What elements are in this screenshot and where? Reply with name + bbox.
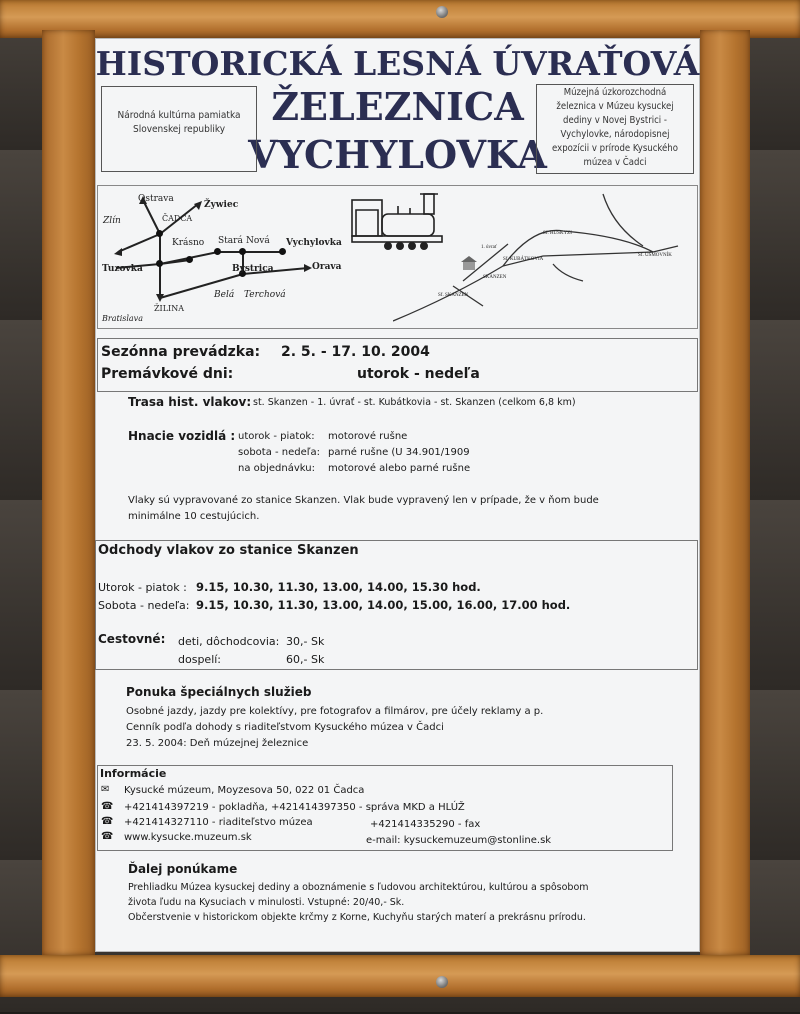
fare-price: 30,- Sk [286, 635, 325, 648]
map-label-orava: Orava [312, 262, 342, 272]
fare-price: 60,- Sk [286, 653, 325, 666]
map-label-stara: Stará [218, 236, 243, 246]
trains-note-line: Vlaky sú vypravované zo stanice Skanzen. Vlak bude vypravený len v prípade, že v ňom bude [128, 495, 599, 506]
phone-icon: ☎ [101, 816, 114, 827]
rail-line-map [393, 186, 693, 328]
vehicle-what: motorové alebo parné rušne [328, 463, 471, 474]
map-label-nova: Nová [246, 236, 270, 246]
map-station-dot [156, 230, 163, 237]
map-label-zlin: Zlín [103, 216, 121, 226]
season-value: 2. 5. - 17. 10. 2004 [281, 344, 430, 360]
map-station-dot [279, 248, 286, 255]
route-value: st. Skanzen - 1. úvrať - st. Kubátkovia - st. Skanzen (celkom 6,8 km) [253, 397, 576, 408]
right-note-line: Vychylovke, národopisnej [560, 129, 670, 140]
special-line: Cenník podľa dohody s riaditeľstvom Kysuckého múzea v Čadci [126, 722, 444, 733]
days-value: utorok - nedeľa [357, 366, 480, 382]
special-line: Osobné jazdy, jazdy pre kolektívy, pre fotografov a filmárov, pre účely reklamy a p. [126, 706, 544, 717]
map-label-vychylovka: Vychylovka [286, 238, 342, 248]
right-note-line: múzea v Čadci [583, 157, 647, 168]
map-label-tuzovka: Tuzovka [102, 264, 143, 274]
map-station-dot [156, 260, 163, 267]
map-label-bystrica: Bystrica [232, 264, 274, 274]
vehicle-when: na objednávku: [238, 463, 315, 474]
special-line: 23. 5. 2004: Deň múzejnej železnice [126, 738, 309, 749]
departure-days: Utorok - piatok : [98, 581, 187, 594]
phone-icon: ☎ [101, 831, 114, 842]
map-station-dot [186, 256, 193, 263]
fare-who: dospelí: [178, 653, 222, 666]
vehicle-what: motorové rušne [328, 431, 408, 442]
vehicle-what: parné rušne (U 34.901/1909 [328, 447, 470, 458]
info-title: Informácie [100, 767, 167, 780]
map-label-krasno: Krásno [172, 238, 205, 248]
info-email: e-mail: kysuckemuzeum@stonline.sk [366, 835, 552, 846]
right-note-line: expozícii v prírode Kysuckého [552, 143, 678, 154]
title-line-1: HISTORICKÁ LESNÁ ÚVRAŤOVÁ [95, 44, 700, 83]
title-line-3: VYCHYLOVKA [248, 132, 547, 177]
departure-times: 9.15, 10.30, 11.30, 13.00, 14.00, 15.30 hod. [196, 580, 481, 594]
right-note-line: dediny v Novej Bystrici - [563, 115, 667, 126]
vehicles-label: Hnacie vozidlá : [128, 429, 236, 443]
rail-label: Sf. HUSKYZI [543, 231, 572, 236]
departure-times: 9.15, 10.30, 11.30, 13.00, 14.00, 15.00, 16.00, 17.00 hod. [196, 598, 571, 612]
frame-bottom [0, 955, 800, 997]
frame-top [0, 0, 800, 38]
vehicle-when: utorok - piatok: [238, 431, 315, 442]
map-label-zilina: ŽILINA [154, 304, 184, 313]
envelope-icon: ✉ [101, 784, 110, 795]
frame-left [42, 30, 95, 955]
info-address: Kysucké múzeum, Moyzesova 50, 022 01 Čadca [124, 785, 365, 796]
right-note-box [536, 84, 694, 174]
left-note-line: Slovenskej republiky [132, 124, 226, 135]
map-label-bela: Belá [214, 290, 235, 300]
days-label: Premávkové dni: [101, 366, 234, 382]
fares-label: Cestovné: [98, 632, 166, 646]
right-note-line: železnica v Múzeu kysuckej [556, 101, 674, 112]
phone-icon: ☎ [101, 801, 114, 812]
info-fax: +421414335290 - fax [370, 819, 481, 830]
info-web: www.kysucke.muzeum.sk [124, 832, 252, 843]
more-line: Prehliadku Múzea kysuckej dediny a oboznámenie s ľudovou architektúrou, kultúrou a spôsobom [128, 882, 589, 893]
season-label: Sezónna prevádzka: [101, 344, 261, 360]
sign-panel [95, 38, 700, 952]
map-station-dot [214, 248, 221, 255]
screw-icon [436, 6, 448, 18]
trains-note-line: minimálne 10 cestujúcich. [128, 511, 260, 522]
special-title: Ponuka špeciálnych služieb [126, 685, 312, 699]
map-label-cadca: ČADCA [162, 214, 193, 223]
info-phone: +421414327110 - riaditeľstvo múzea [124, 817, 313, 828]
rail-label: SKANZEN [483, 275, 507, 280]
info-phone: +421414397219 - pokladňa, +421414397350 - správa MKD a HLÚŽ [124, 802, 465, 813]
left-note-line: Národná kultúrna pamiatka [117, 110, 241, 121]
departures-title: Odchody vlakov zo stanice Skanzen [98, 543, 359, 558]
map-station-dot [239, 248, 246, 255]
map-label-zywiec: Žywiec [204, 200, 239, 210]
departure-days: Sobota - nedeľa: [98, 599, 190, 612]
map-label-ostrava: Ostrava [138, 194, 174, 204]
more-title: Ďalej ponúkame [128, 862, 238, 876]
vehicle-when: sobota - nedeľa: [238, 447, 321, 458]
map-label-terchova: Terchová [244, 290, 286, 300]
route-label: Trasa hist. vlakov: [128, 395, 252, 409]
map-strip [97, 185, 698, 329]
rail-label: 1. úvrať [481, 245, 498, 250]
right-note-line: Múzejná úzkorozchodná [563, 87, 667, 98]
rail-label: Sf. KUBÁTKOVIA [503, 257, 544, 262]
rail-label: Sf. SKANZEN [438, 293, 469, 298]
more-line: života ľudu na Kysuciach v minulosti. Vstupné: 20/40,- Sk. [128, 897, 405, 908]
screw-icon [436, 976, 448, 988]
frame-right [700, 30, 750, 955]
rail-label: Sf. ÚSMOVNÍK [638, 253, 672, 258]
fare-who: deti, dôchodcovia: [178, 635, 280, 648]
more-line: Občerstvenie v historickom objekte krčmy z Korne, Kuchyňu starých materí a prekrásnu prírodu. [128, 912, 586, 923]
title-line-2: ŽELEZNICA [271, 84, 524, 129]
map-label-bratislava: Bratislava [102, 314, 143, 323]
left-note-box [101, 86, 257, 172]
